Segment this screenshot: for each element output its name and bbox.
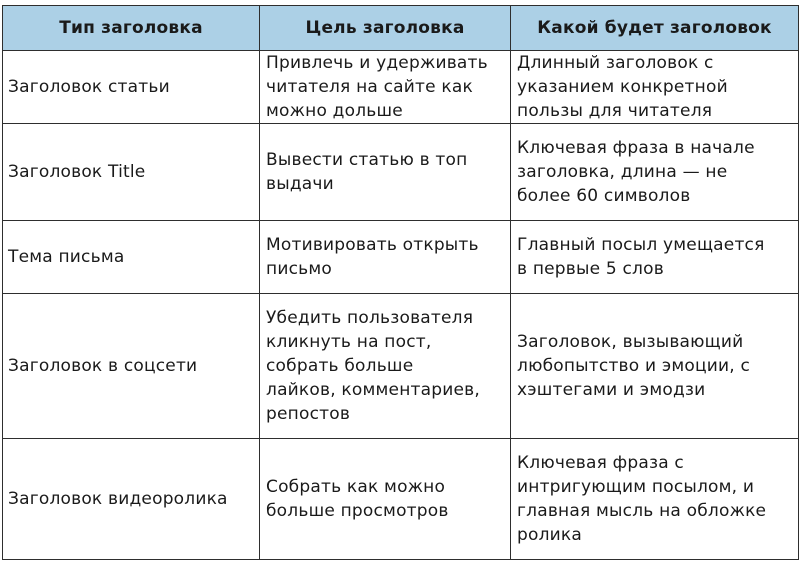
headline-types-table xyxy=(2,5,799,560)
table-row xyxy=(3,221,799,294)
table-row xyxy=(3,439,799,560)
table-row xyxy=(3,294,799,439)
cell-goal: Вывести статью в топ выдачи xyxy=(260,124,511,221)
table-header-row xyxy=(3,6,799,51)
cell-result: Ключевая фраза в начале заголовка, длина — не более 60 символов xyxy=(511,124,799,221)
cell-type: Тема письма xyxy=(3,221,260,294)
cell-type: Заголовок в соцсети xyxy=(3,294,260,439)
header-type: Тип заголовка xyxy=(3,6,260,51)
cell-type: Заголовок статьи xyxy=(3,51,260,124)
cell-result: Длинный заголовок с указанием конкретной пользы для читателя xyxy=(511,51,799,124)
cell-result: Заголовок, вызывающий любопытство и эмоции, с хэштегами и эмодзи xyxy=(511,294,799,439)
cell-goal: Собрать как можно больше просмотров xyxy=(260,439,511,560)
cell-goal: Мотивировать открыть письмо xyxy=(260,221,511,294)
table-row xyxy=(3,51,799,124)
cell-type: Заголовок видеоролика xyxy=(3,439,260,560)
cell-goal: Убедить пользователя кликнуть на пост, собрать больше лайков, комментариев, репостов xyxy=(260,294,511,439)
header-goal: Цель заголовка xyxy=(260,6,511,51)
cell-type: Заголовок Title xyxy=(3,124,260,221)
cell-result: Главный посыл умещается в первые 5 слов xyxy=(511,221,799,294)
table-row xyxy=(3,124,799,221)
header-result: Какой будет заголовок xyxy=(511,6,799,51)
cell-goal: Привлечь и удерживать читателя на сайте как можно дольше xyxy=(260,51,511,124)
cell-result: Ключевая фраза с интригующим посылом, и главная мысль на обложке ролика xyxy=(511,439,799,560)
